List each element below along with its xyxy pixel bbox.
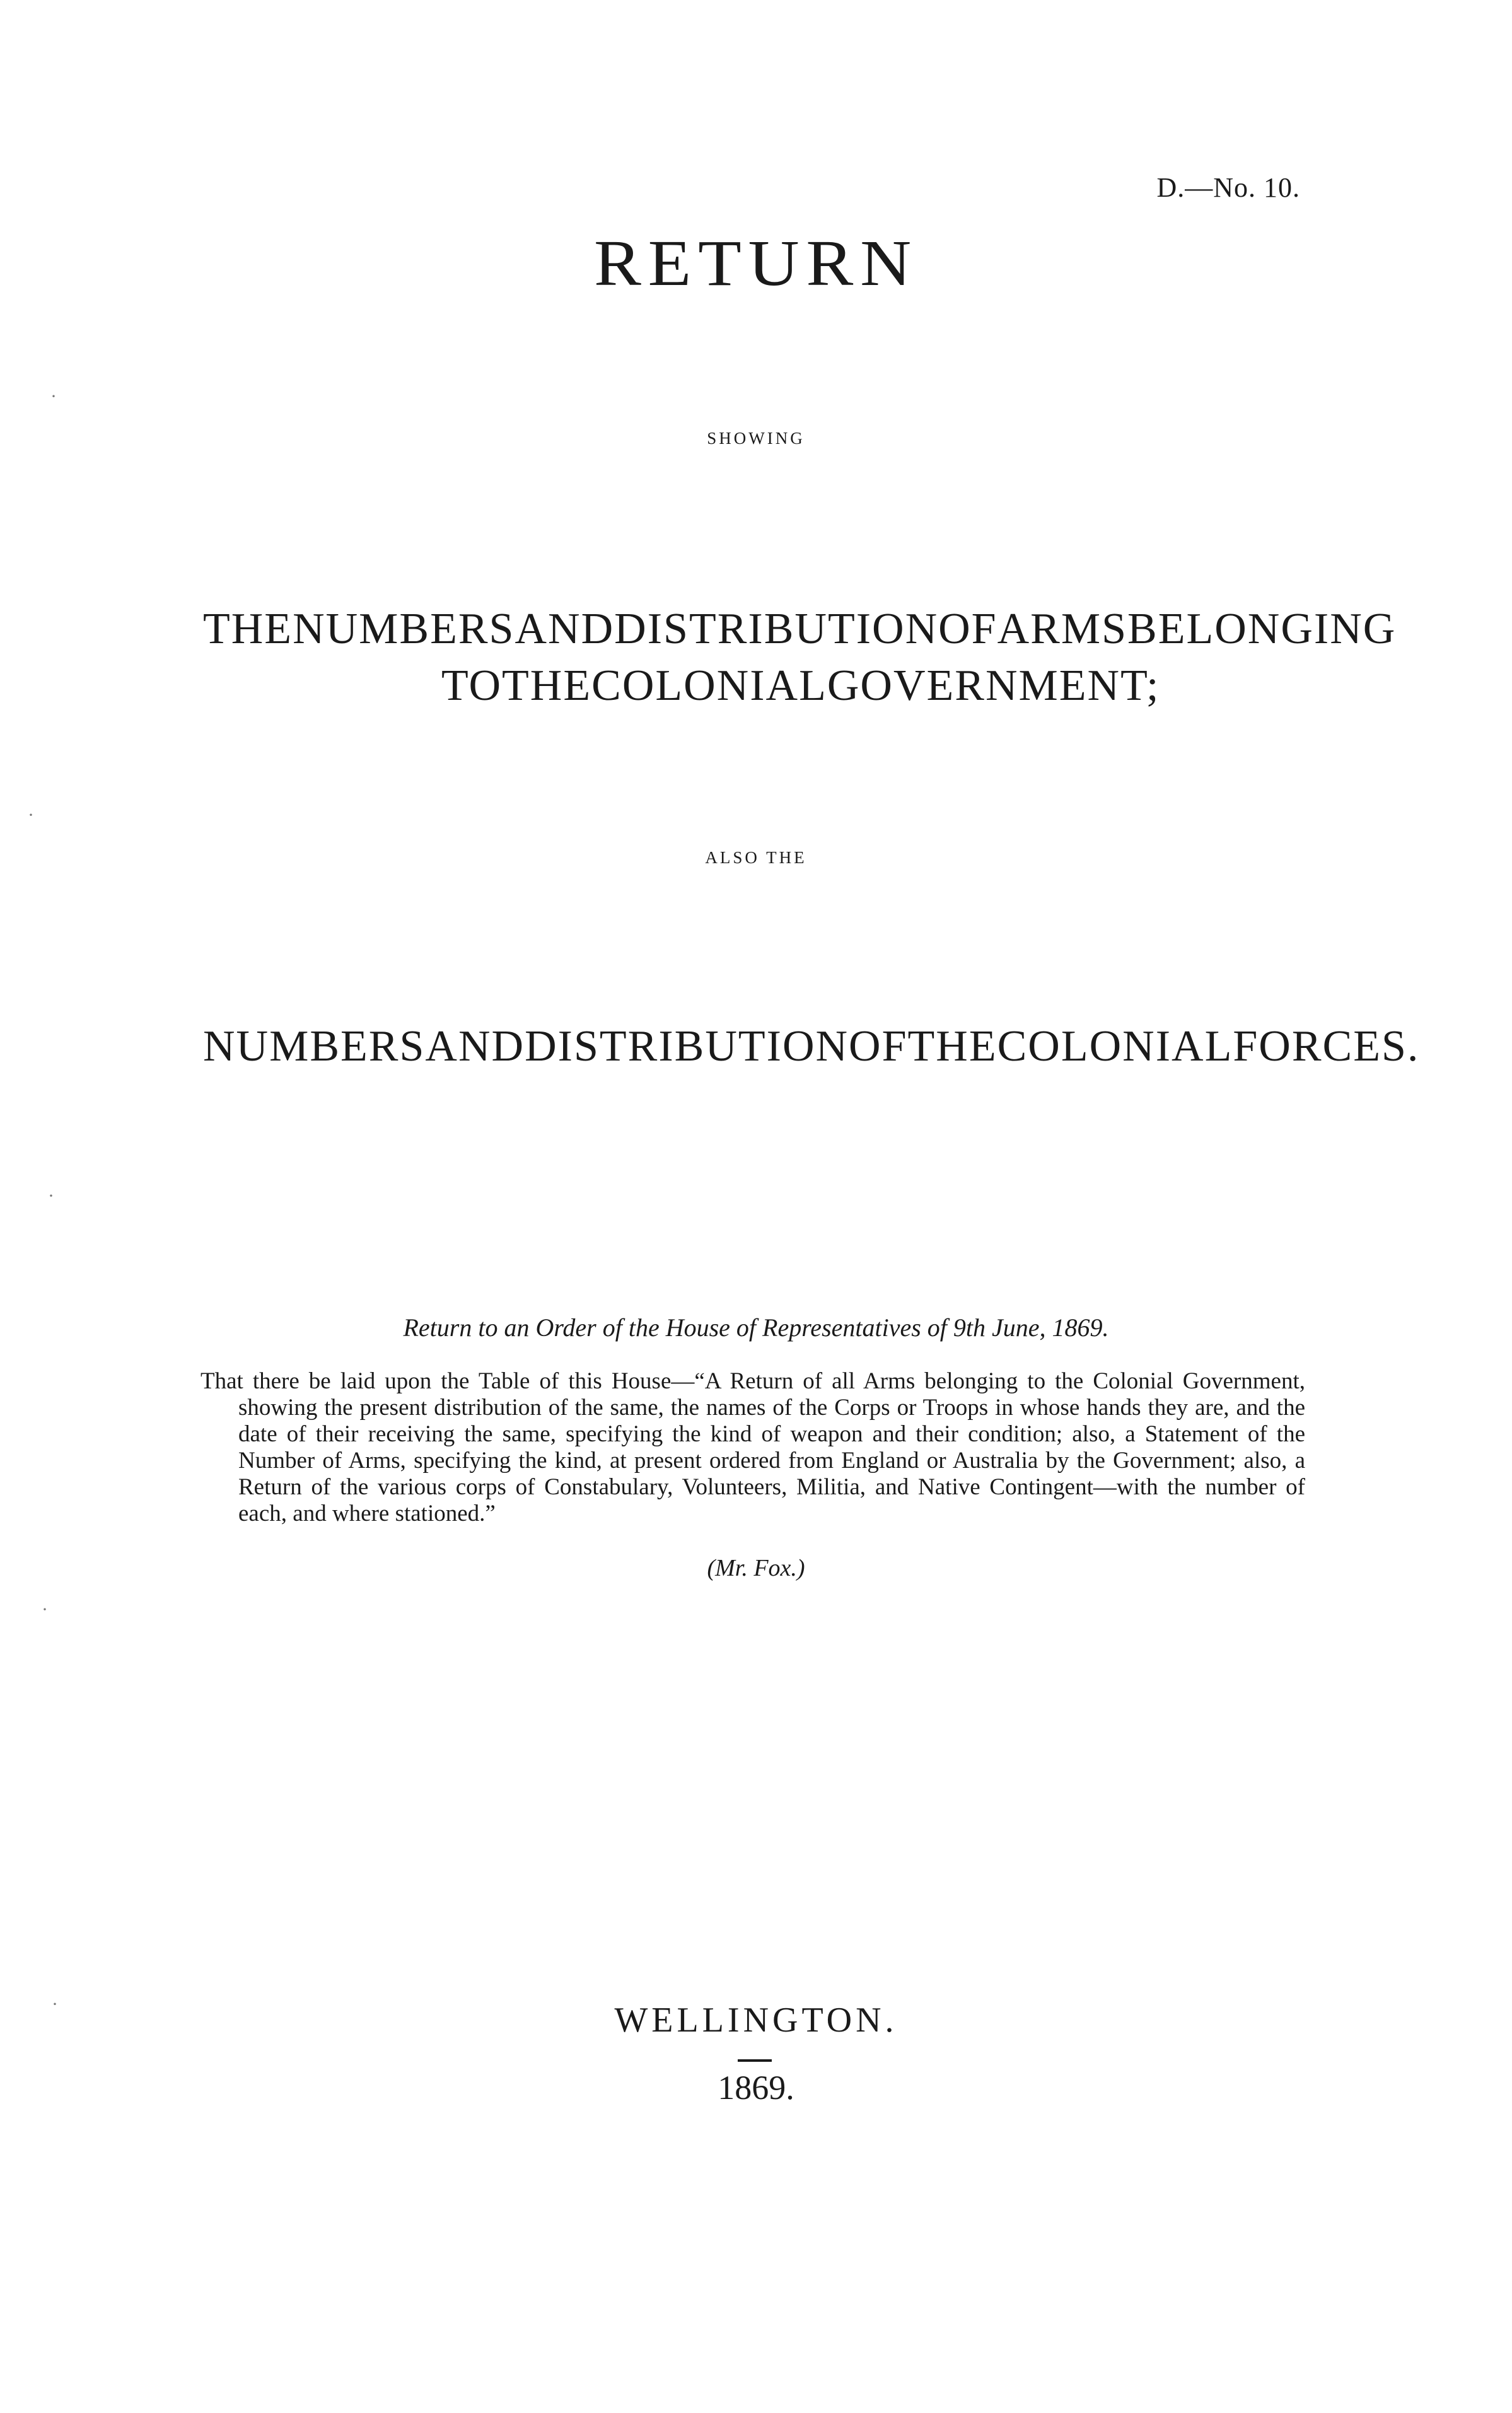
- divider-rule: [738, 2059, 772, 2062]
- heading-word: GOVERNMENT;: [827, 661, 1160, 710]
- heading-word: NUMBERS: [293, 605, 515, 653]
- heading-word: AND: [425, 1022, 525, 1071]
- heading-word: COLONIAL: [591, 661, 827, 710]
- heading-word: COLONIAL: [997, 1022, 1233, 1071]
- heading-word: THE: [907, 1022, 997, 1071]
- heading-word: THE: [203, 605, 293, 653]
- heading-word: BELONGING: [1127, 605, 1397, 653]
- heading-word: DISTRIBUTION: [525, 1022, 849, 1071]
- heading-word: OF: [938, 605, 997, 653]
- publication-place: WELLINGTON.: [614, 2001, 898, 2040]
- heading-arms-line-1: [203, 604, 1397, 654]
- order-line: Return to an Order of the House of Representatives of 9th June, 1869.: [403, 1313, 1109, 1342]
- heading-forces: [203, 1021, 1420, 1072]
- scan-speck: ·: [48, 1185, 54, 1206]
- heading-word: THE: [502, 661, 592, 710]
- showing-label: SHOWING: [707, 429, 805, 448]
- document-title: RETURN: [593, 227, 919, 299]
- heading-word: AND: [515, 605, 615, 653]
- heading-word: TO: [441, 661, 503, 710]
- scan-speck: ·: [42, 1599, 48, 1620]
- resolution-text: That there be laid upon the Table of this House—“A Return of all Arms belonging to the Colonial Government, showing the present distribution of the same, the names of the Corps or Troops in whose hands they are, and the date of their receiving the same, specifying the kind of weapon and their condition; also, a Statement of the Number of Arms, specifying the kind, at present ordered from England or Australia by the Government; also, a Return of the various corps of Constabulary, Volunteers, Militia, and Native Contingent—with the number of each, and where stationed.”: [201, 1368, 1305, 1526]
- heading-word: FORCES.: [1233, 1022, 1420, 1071]
- heading-word: NUMBERS: [203, 1022, 426, 1071]
- document-reference: D.—No. 10.: [1156, 172, 1300, 203]
- heading-word: DISTRIBUTION: [614, 605, 939, 653]
- also-the-label: ALSO THE: [705, 848, 807, 867]
- heading-word: OF: [849, 1022, 908, 1071]
- scan-speck: ·: [52, 1994, 58, 2015]
- mover-name: (Mr. Fox.): [707, 1555, 805, 1581]
- publication-year: 1869.: [718, 2069, 794, 2107]
- heading-arms-line-2: [441, 661, 1160, 711]
- heading-word: ARMS: [997, 605, 1128, 653]
- scan-speck: ·: [50, 386, 57, 407]
- scan-speck: ·: [28, 805, 34, 825]
